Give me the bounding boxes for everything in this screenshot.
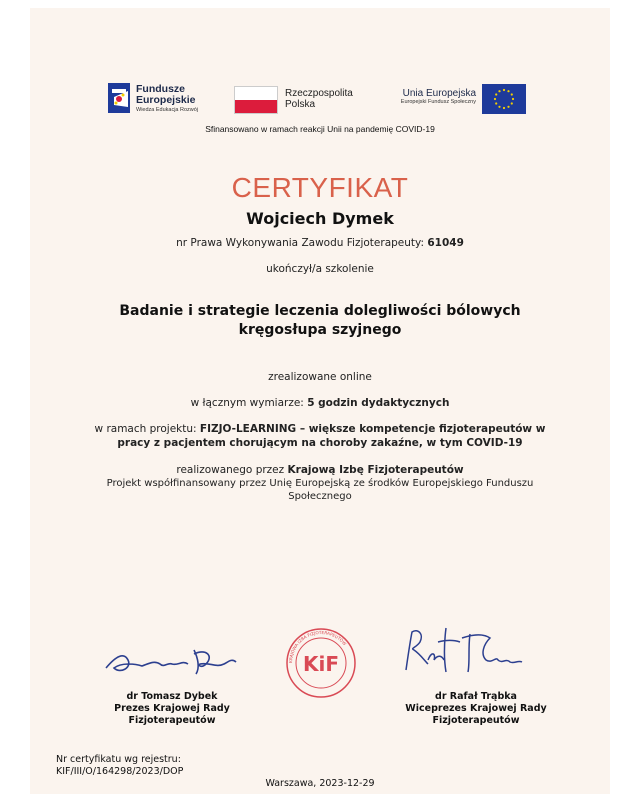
- seal-logo-text: KiF: [302, 652, 340, 676]
- realized-block: [30, 464, 610, 503]
- realized-line: [30, 464, 610, 477]
- registry-block: [56, 754, 183, 778]
- eu-star-icon: [512, 98, 514, 100]
- project-label: w ramach projektu:: [94, 423, 197, 435]
- poland-flag-icon: [234, 86, 278, 114]
- eu-star-icon: [507, 90, 509, 92]
- signatory-left-name: dr Tomasz Dybek: [126, 691, 218, 702]
- course-title-line2: kręgosłupa szyjnego: [238, 322, 402, 338]
- project-line1: [30, 422, 610, 436]
- kif-seal: [284, 626, 358, 704]
- project-name-line1: FIZJO-LEARNING – większe kompetencje fizjoterapeutów w: [199, 423, 546, 435]
- fundusze-europejskie-emblem-icon: [106, 81, 134, 115]
- hours-line: [30, 397, 610, 409]
- course-title-line1: Badanie i strategie leczenia dolegliwości bólowych: [119, 303, 521, 319]
- recipient-name: Wojciech Dymek: [246, 209, 394, 228]
- ue-title: Unia Europejska: [402, 88, 476, 99]
- ue-sub: Europejski Fundusz Społeczny: [400, 99, 476, 105]
- certificate-page: [30, 8, 610, 794]
- signatory-right: [376, 691, 576, 727]
- signatory-left-role2: Fizjoterapeutów: [128, 715, 216, 726]
- signature-left: [102, 634, 242, 686]
- eu-star-icon: [498, 90, 500, 92]
- signatory-left: [72, 691, 272, 727]
- hours-value: 5 godzin dydaktycznych: [307, 397, 450, 409]
- fundusze-europejskie-text: [136, 84, 198, 114]
- cofinance-line2: Społecznego: [288, 491, 352, 502]
- signatory-right-name: dr Rafał Trąbka: [435, 691, 517, 702]
- license-number: 61049: [427, 237, 464, 249]
- signatory-right-role2: Fizjoterapeutów: [432, 715, 520, 726]
- fe-sub: Wiedza Edukacja Rozwój: [136, 107, 199, 113]
- mode-text: zrealizowane online: [268, 371, 372, 383]
- signatory-right-role1: Wiceprezes Krajowej Rady: [405, 703, 547, 714]
- eu-star-icon: [494, 98, 496, 100]
- unia-europejska-text: [396, 88, 476, 105]
- pl-line1: Rzeczpospolita: [285, 88, 353, 99]
- eu-star-icon: [507, 106, 509, 108]
- eu-star-icon: [503, 89, 505, 91]
- hours-label: w łącznym wymiarze:: [190, 397, 304, 409]
- signature-right: [398, 620, 528, 684]
- eu-star-icon: [495, 93, 497, 95]
- eu-star-icon: [503, 107, 505, 109]
- eu-star-icon: [495, 102, 497, 104]
- realized-label: realizowanego przez: [176, 464, 285, 476]
- project-block: [30, 422, 610, 450]
- eu-flag-icon: [482, 84, 526, 118]
- project-name-line2: pracy z pacjentem chorującym na choroby zakaźne, w tym COVID-19: [117, 437, 523, 449]
- kif-seal-icon: [284, 626, 358, 700]
- realized-by: Krajową Izbę Fizjoterapeutów: [287, 464, 464, 476]
- license-label: nr Prawa Wykonywania Zawodu Fizjoterapeuty:: [176, 237, 425, 249]
- pl-line2: Polska: [285, 99, 316, 110]
- fe-line2: Europejskie: [136, 94, 196, 106]
- place-date: Warszawa, 2023-12-29: [265, 778, 375, 789]
- cofinance-line1: Projekt współfinansowany przez Unię Europejską ze środków Europejskiego Funduszu: [106, 478, 534, 489]
- certificate-title: CERTYFIKAT: [231, 172, 409, 203]
- signature-left-handwriting: [102, 634, 242, 682]
- course-title: [30, 302, 610, 340]
- signature-right-handwriting: [398, 620, 528, 680]
- seal-ring-text: KRAJOWA IZBA FIZJOTERAPEUTÓW: [287, 629, 348, 664]
- signatory-left-role1: Prezes Krajowej Rady: [114, 703, 230, 714]
- registry-label: Nr certyfikatu wg rejestru:: [56, 754, 181, 765]
- eu-star-icon: [498, 106, 500, 108]
- completed-text: ukończył/a szkolenie: [266, 263, 374, 275]
- fe-line1: Fundusze: [136, 83, 185, 95]
- fundusze-europejskie-logo: [106, 81, 134, 115]
- rzeczpospolita-polska-text: [285, 88, 353, 110]
- registry-number: KIF/III/O/164298/2023/DOP: [56, 766, 184, 777]
- license-line: [30, 237, 610, 249]
- eu-star-icon: [511, 93, 513, 95]
- funding-note: Sfinansowano w ramach reakcji Unii na pandemię COVID-19: [205, 124, 435, 134]
- eu-star-icon: [511, 102, 513, 104]
